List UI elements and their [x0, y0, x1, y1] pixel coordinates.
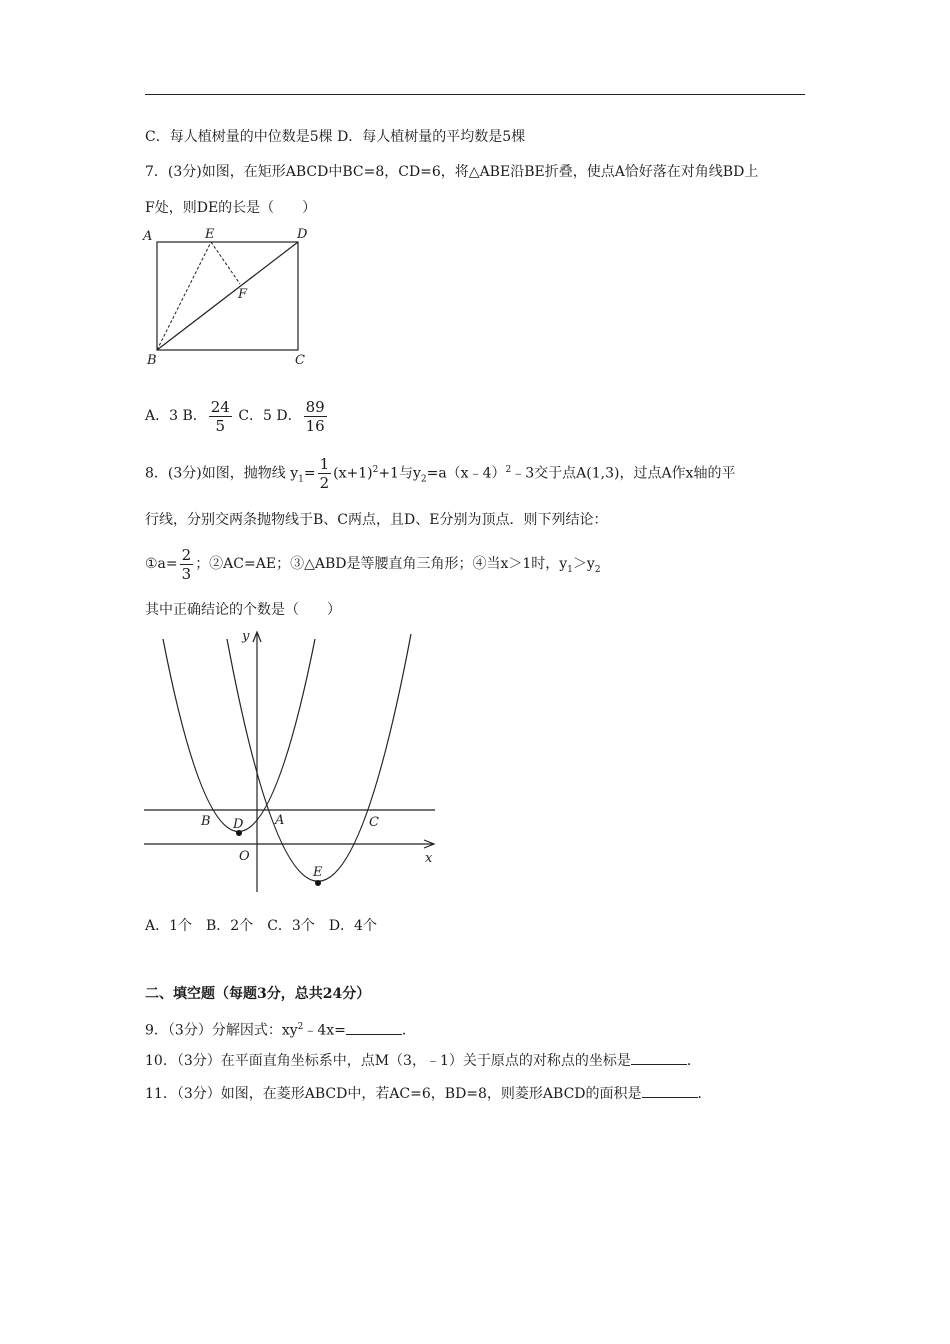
- q7-option-a: A．3 B．: [145, 408, 207, 424]
- fold-line-be: [157, 242, 211, 350]
- q7-stem-line2: F处，则DE的长是（ ）: [145, 200, 317, 216]
- label-c: C: [369, 815, 379, 830]
- fold-line-ef: [211, 242, 240, 284]
- q8-options: A．1个 B．2个 C．3个 D．4个: [145, 918, 377, 934]
- q7-option-c: C．5 D．: [238, 408, 302, 424]
- section-2-heading: 二、填空题（每题3分，总共24分）: [145, 986, 371, 1002]
- label-y: y: [242, 629, 250, 644]
- q8-half-fraction: $\frac{1}{2}$: [319, 455, 330, 493]
- q11: 11．（3分）如图，在菱形ABCD中，若AC=6，BD=8，则菱形ABCD的面积是 ．: [145, 1083, 712, 1104]
- label-f: F: [238, 287, 248, 302]
- q7-rectangle-figure: [138, 224, 313, 369]
- label-o: O: [239, 849, 250, 864]
- q8-stem-line1: 8．(3分)如图，抛物线 $y_1=$ $\frac{1}{2}$ $(x+1)^2+1$与$y_2=a(x﹣4)^2﹣3$交于点A(1,3)，过点A作x轴的平: [145, 455, 736, 493]
- vertex-e-point: [315, 880, 321, 886]
- label-a: A: [275, 813, 285, 828]
- label-e: E: [313, 865, 323, 880]
- q7-options: [145, 396, 329, 436]
- q8-two-thirds-fraction: $\frac{2}{3}$: [181, 545, 192, 583]
- q11-answer-blank[interactable]: [642, 1083, 698, 1098]
- q8-parabola-figure: [138, 624, 443, 896]
- q7-option-b-fraction: $\frac{24}{5}$: [210, 397, 230, 435]
- q6-options-cd: C．每人植树量的中位数是5棵 D．每人植树量的平均数是5棵: [145, 129, 526, 145]
- label-d: D: [297, 227, 308, 242]
- label-c: C: [295, 353, 305, 368]
- label-e: E: [205, 227, 215, 242]
- header-rule: [145, 94, 805, 95]
- q8-conclusions: ①a= $\frac{2}{3}$ ；②AC=AE；③△ABD是等腰直角三角形；④当x＞1时，$y_1>y_2$: [145, 545, 601, 583]
- q9-answer-blank[interactable]: [346, 1020, 402, 1035]
- label-b: B: [201, 814, 211, 829]
- q10: 10．（3分）在平面直角坐标系中，点M（3，﹣1）关于原点的对称点的坐标是 ．: [145, 1050, 701, 1071]
- q7-stem-line1: 7．(3分)如图，在矩形ABCD中BC=8，CD=6，将△ABE沿BE折叠，使点A恰好落在对角线BD上: [145, 164, 759, 180]
- diagonal-bd: [157, 242, 298, 350]
- q7-option-d-fraction: $\frac{89}{16}$: [305, 397, 325, 435]
- q9: 9．（3分）分解因式：$xy^2﹣4x=$ ．: [145, 1017, 416, 1041]
- label-d: D: [233, 817, 244, 832]
- label-a: A: [143, 229, 153, 244]
- q8-stem-line2: 行线，分别交两条抛物线于B、C两点，且D、E分别为顶点．则下列结论：: [145, 512, 608, 528]
- q8-question: 其中正确结论的个数是（ ）: [145, 602, 341, 618]
- q10-answer-blank[interactable]: [631, 1050, 687, 1065]
- label-b: B: [147, 353, 157, 368]
- parabola-y1: [163, 639, 315, 832]
- label-x: x: [425, 851, 433, 866]
